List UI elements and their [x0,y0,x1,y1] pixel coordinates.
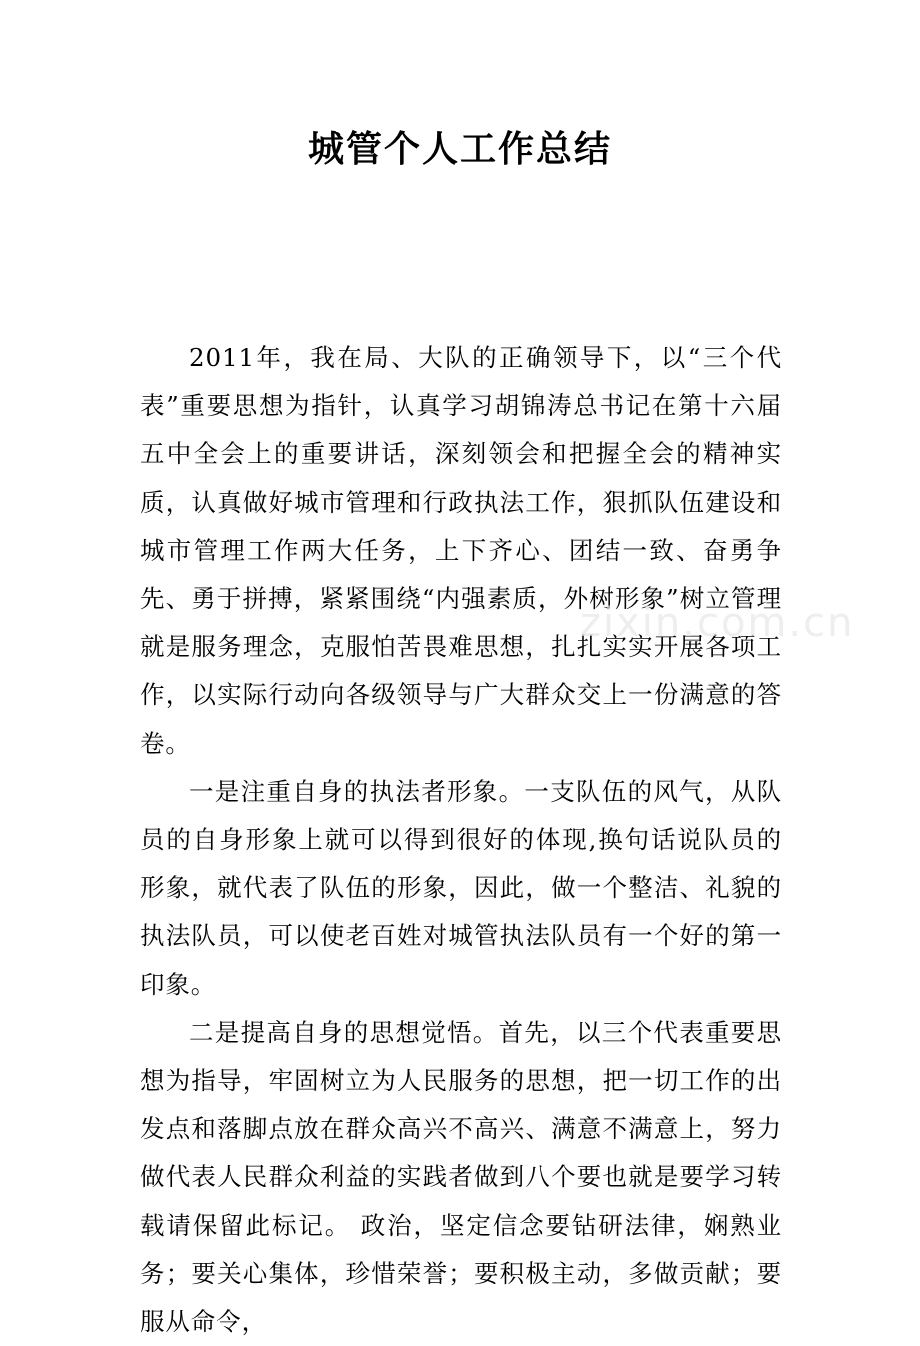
paragraph-2: 一是注重自身的执法者形象。一支队伍的风气，从队员的自身形象上就可以得到很好的体现,换句话说队员的形象，就代表了队伍的形象，因此，做一个整洁、礼貌的执法队员，可以使老百姓对城管执法队员有一个好的第一印象。 [140,776,782,999]
paragraph-3: 二是提高自身的思想觉悟。首先，以三个代表重要思想为指导，牢固树立为人民服务的思想，把一切工作的出发点和落脚点放在群众高兴不高兴、满意不满意上，努力做代表人民群众利益的实践者做到八个要也就是要学习转载请保留此标记。 政治，坚定信念要钻研法律，娴熟业务；要关心集体，珍惜荣誉；要积极主动，多做贡献；要服从命令， [140,1017,782,1337]
watermark: zixin.com.cn [580,600,855,646]
paragraph-1: 2011年，我在局、大队的正确领导下，以“三个代表”重要思想为指针，认真学习胡锦涛总书记在第十六届五中全会上的重要讲话，深刻领会和把握全会的精神实质，认真做好城市管理和行政执法工作，狠抓队伍建设和城市管理工作两大任务，上下齐心、团结一致、奋勇争先、勇于拼搏，紧紧围绕“内强素质，外树形象”树立管理就是服务理念，克服怕苦畏难思想，扎扎实实开展各项工作，以实际行动向各级领导与广大群众交上一份满意的答卷。 [140,343,782,758]
document-body [140,334,782,1346]
document-title: 城管个人工作总结 [307,129,612,170]
